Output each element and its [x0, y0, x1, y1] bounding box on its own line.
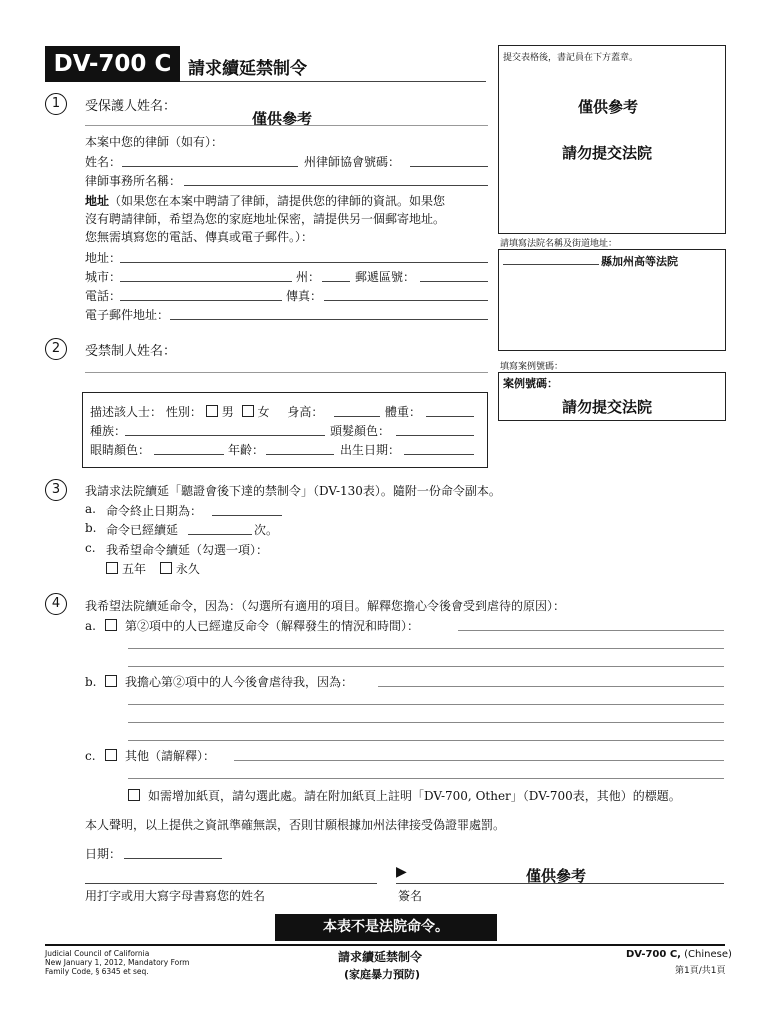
- dob-field[interactable]: [404, 454, 474, 455]
- height-field[interactable]: [334, 416, 380, 417]
- other-field-2[interactable]: [128, 778, 724, 779]
- restrained-name-field[interactable]: [85, 372, 488, 373]
- five-years-checkbox[interactable]: [106, 562, 118, 574]
- city-label: 城市：: [85, 270, 122, 284]
- order-end-date-field[interactable]: [212, 515, 282, 516]
- describe-label: 描述該人士：: [90, 405, 163, 419]
- violation-field-3[interactable]: [128, 666, 724, 667]
- fear-field-4[interactable]: [128, 740, 724, 741]
- section-4a-row: [85, 617, 419, 634]
- dob-label: 出生日期：: [340, 443, 401, 457]
- race-label: 種族：: [90, 424, 127, 438]
- section-2-number: 2: [45, 338, 67, 360]
- violation-checkbox[interactable]: [105, 619, 117, 631]
- describe-row-1: [90, 403, 323, 420]
- section-3c-letter: c.: [85, 541, 96, 555]
- section-1-watermark: 僅供參考: [252, 110, 313, 128]
- zip-field[interactable]: [420, 281, 488, 282]
- section-4c-row: [85, 747, 215, 764]
- section-3a-letter: a.: [85, 502, 96, 516]
- date-field[interactable]: [124, 858, 222, 859]
- section-3b-letter: b.: [85, 521, 97, 535]
- bar-number-label: 州律師協會號碼：: [304, 155, 401, 169]
- email-label: 電子郵件地址：: [85, 308, 170, 322]
- female-label: 女: [257, 405, 270, 419]
- age-field[interactable]: [266, 454, 334, 455]
- bar-number-field[interactable]: [410, 166, 488, 167]
- fear-label: 我擔心第②項中的人今後會虐待我，因為：: [125, 675, 354, 689]
- footer-subtitle: (家庭暴力預防): [344, 968, 421, 981]
- male-label: 男: [221, 405, 234, 419]
- footer-form-number: DV-700 C,: [626, 949, 681, 960]
- permanent-checkbox[interactable]: [160, 562, 172, 574]
- restrained-name-label: 受禁制人姓名：: [85, 344, 177, 359]
- violation-field-1[interactable]: [458, 630, 724, 631]
- address-note-text: （如果您在本案中聘請了律師，請提供您的律師的資訊。如果您: [109, 194, 446, 208]
- violation-field-2[interactable]: [128, 648, 724, 649]
- renewed-times-field[interactable]: [188, 534, 252, 535]
- violation-label: 第②項中的人已經違反命令（解釋發生的情況和時間）：: [125, 619, 420, 633]
- fax-field[interactable]: [324, 300, 488, 301]
- fear-field-1[interactable]: [378, 686, 724, 687]
- form-id-badge: DV-700 C: [45, 46, 180, 82]
- firm-name-label: 律師事務所名稱：: [85, 174, 182, 188]
- fear-field-3[interactable]: [128, 722, 724, 723]
- section-4a-letter: a.: [85, 619, 96, 633]
- case-number-label: 案例號碼：: [503, 377, 558, 390]
- section-1-number: 1: [45, 93, 67, 115]
- footer-left-2: New January 1, 2012, Mandatory Form: [45, 958, 190, 967]
- state-label: 州：: [296, 270, 321, 284]
- section-3-number: 3: [45, 479, 67, 501]
- fear-checkbox[interactable]: [105, 675, 117, 687]
- address-field[interactable]: [120, 262, 488, 263]
- eyes-label: 眼睛顏色：: [90, 443, 151, 457]
- weight-field[interactable]: [426, 416, 474, 417]
- firm-name-field[interactable]: [184, 185, 488, 186]
- lawyer-intro: 本案中您的律師（如有）：: [85, 135, 224, 149]
- court-name-field[interactable]: [503, 264, 599, 265]
- footer-form-id: [626, 949, 732, 960]
- signature-field[interactable]: [396, 883, 724, 884]
- section-3-text: 我請求法院續延「聽證會後下達的禁制令」（DV-130表）。隨附一份命令副本。: [85, 484, 501, 498]
- signature-watermark: 僅供參考: [526, 867, 587, 885]
- court-name-suffix: 縣加州高等法院: [601, 255, 678, 268]
- section-4b-row: [85, 673, 353, 690]
- footer-page: 第1頁/共1頁: [675, 966, 726, 976]
- footer-language: (Chinese): [684, 949, 732, 960]
- renewed-times-label: 命令已經續延: [106, 523, 179, 537]
- case-box-label: 填寫案例號碼：: [500, 362, 564, 372]
- case-box-note: 請勿提交法院: [562, 398, 653, 416]
- address-note-1: [85, 192, 445, 209]
- email-field[interactable]: [170, 319, 488, 320]
- not-court-order-banner: 本表不是法院命令。: [275, 914, 497, 941]
- clerk-stamp-box: [498, 45, 726, 234]
- renewal-options: [106, 560, 200, 577]
- five-years-label: 五年: [122, 562, 147, 576]
- hair-label: 頭髮顏色：: [330, 424, 391, 438]
- permanent-label: 永久: [175, 562, 200, 576]
- other-field-1[interactable]: [234, 760, 724, 761]
- footer-left-3: Family Code, § 6345 et seq.: [45, 967, 149, 976]
- renewal-choice-label: 我希望命令續延（勾選一項）：: [106, 543, 269, 557]
- section-4c-letter: c.: [85, 749, 96, 763]
- race-field[interactable]: [125, 435, 325, 436]
- hair-field[interactable]: [396, 435, 474, 436]
- fear-field-2[interactable]: [128, 704, 724, 705]
- lawyer-name-field[interactable]: [122, 166, 298, 167]
- protected-name-field[interactable]: [85, 125, 488, 126]
- zip-label: 郵遞區號：: [355, 270, 416, 284]
- address-note-bold: 地址: [85, 194, 110, 208]
- print-name-label: 用打字或用大寫字母書寫您的姓名: [85, 889, 266, 903]
- other-label: 其他（請解釋）：: [125, 749, 216, 763]
- declaration-text: 本人聲明，以上提供之資訊準確無誤，否則甘願根據加州法律接受偽證罪處罰。: [85, 818, 506, 832]
- footer-left-1: Judicial Council of California: [45, 949, 150, 958]
- extra-pages-label: 如需增加紙頁，請勾選此處。請在附加紙頁上註明「DV-700, Other」（DV-700表，其他）的標題。: [148, 789, 681, 803]
- protected-name-label: 受保護人姓名：: [85, 99, 177, 114]
- header-rule: [180, 81, 486, 82]
- lawyer-name-label: 姓名：: [85, 155, 122, 169]
- clerk-box-line1: 僅供參考: [578, 98, 639, 116]
- extra-pages-row: [128, 787, 681, 804]
- city-field[interactable]: [120, 281, 292, 282]
- signature-label: 簽名: [398, 889, 423, 903]
- phone-field[interactable]: [120, 300, 282, 301]
- address-label: 地址：: [85, 251, 122, 265]
- renewed-times-suffix: 次。: [254, 523, 279, 537]
- fax-label: 傳真：: [286, 289, 323, 303]
- section-4-number: 4: [45, 593, 67, 615]
- section-4b-letter: b.: [85, 675, 97, 689]
- court-box-label: 請填寫法院名稱及街道地址：: [500, 239, 618, 249]
- male-checkbox[interactable]: [206, 405, 218, 417]
- weight-label: 體重：: [385, 405, 422, 419]
- clerk-box-line2: 請勿提交法院: [562, 144, 653, 162]
- other-checkbox[interactable]: [105, 749, 117, 761]
- print-name-field[interactable]: [85, 883, 377, 884]
- footer-title: 請求續延禁制令: [338, 950, 423, 964]
- sex-label: 性別：: [165, 405, 202, 419]
- page-title: 請求續延禁制令: [188, 59, 307, 79]
- eyes-field[interactable]: [154, 454, 224, 455]
- state-field[interactable]: [322, 281, 350, 282]
- age-label: 年齡：: [228, 443, 265, 457]
- phone-label: 電話：: [85, 289, 122, 303]
- height-label: 身高：: [287, 405, 324, 419]
- extra-pages-checkbox[interactable]: [128, 789, 140, 801]
- order-end-date-label: 命令終止日期為：: [106, 504, 203, 518]
- clerk-box-label: 提交表格後，書記員在下方蓋章。: [503, 53, 639, 63]
- address-note-2: 沒有聘請律師，希望為您的家庭地址保密，請提供另一個郵寄地址。: [85, 212, 446, 226]
- date-label: 日期：: [85, 847, 122, 861]
- footer-rule: [45, 944, 725, 946]
- section-4-text: 我希望法院續延命令，因為：（勾選所有適用的項目。解釋您擔心令後會受到虐待的原因）：: [85, 599, 566, 613]
- address-note-3: 您無需填寫您的電話、傳真或電子郵件。）：: [85, 230, 314, 244]
- female-checkbox[interactable]: [242, 405, 254, 417]
- signature-arrow-icon: ▶: [396, 864, 407, 880]
